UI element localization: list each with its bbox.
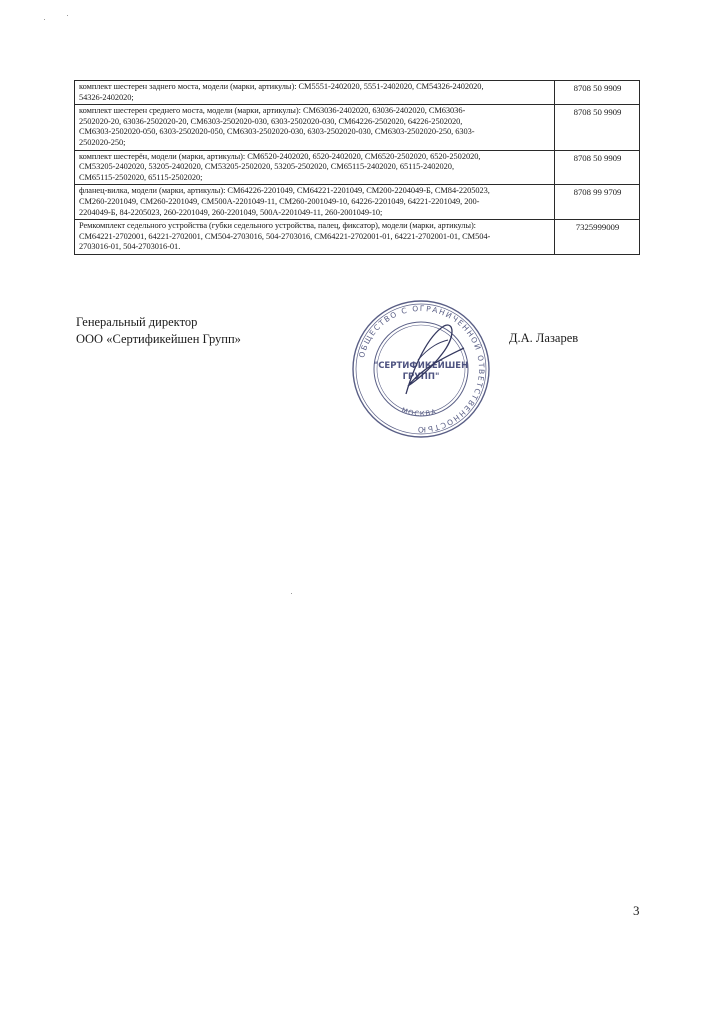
- products-table: [74, 80, 640, 255]
- product-description-line: комплект шестерен среднего моста, модели (марки, артикулы): СМ63036-2402020, 63036-2402020, СМ63036-: [79, 106, 466, 116]
- signatory-position: Генеральный директор: [76, 315, 198, 329]
- product-description-cell: [75, 185, 555, 220]
- page-number: 3: [633, 903, 640, 918]
- product-description-line: фланец-вилка, модели (марки, артикулы): СМ64226-2201049, СМ64221-2201049, СМ200-2204049-Б, СМ84-2205023,: [79, 186, 490, 196]
- scan-speck: [291, 593, 292, 594]
- table-row: [75, 81, 640, 105]
- tn-ved-code-cell: 7325999009: [555, 220, 640, 255]
- tn-ved-code-cell: 8708 50 9909: [555, 105, 640, 150]
- seal-ring-text: ОБЩЕСТВО С ОГРАНИЧЕННОЙ ОТВЕТСТВЕННОСТЬЮ: [357, 303, 487, 435]
- table-row: [75, 150, 640, 185]
- seal-city-text: МОСКВА: [400, 406, 438, 419]
- product-description-line: СМ64221-2702001, 64221-2702001, СМ504-2703016, 504-2703016, СМ64221-2702001-01, 64221-2702001-01, СМ504-: [79, 231, 491, 241]
- signature-stroke: [418, 340, 448, 360]
- signatory-company: ООО «Сертификейшен Групп»: [76, 332, 241, 346]
- product-description-line: 2204049-Б, 84-2205023, 260-2201049, 260-2201049, 500А-2201049-11, 260-2001049-10;: [79, 207, 383, 217]
- products-table-grid: [74, 80, 640, 255]
- product-description-line: СМ53205-2402020, 53205-2402020, СМ53205-2502020, 53205-2502020, СМ65115-2402020, 65115-2402020,: [79, 162, 454, 172]
- product-description-cell: [75, 150, 555, 185]
- tn-ved-code-cell: 8708 50 9909: [555, 150, 640, 185]
- handwritten-signature: [406, 325, 464, 394]
- product-description-line: СМ260-2201049, СМ260-2201049, СМ500А-2201049-11, СМ260-2001049-10, 64226-2201049, 64221-2201049, 200-: [79, 196, 480, 206]
- product-description-line: Ремкомплект седельного устройства (губки седельного устройства, палец, фиксатор), модели (марки, артикулы):: [79, 221, 476, 231]
- tn-ved-code-cell: 8708 99 9709: [555, 185, 640, 220]
- svg-text:МОСКВА: [400, 406, 437, 418]
- product-description-cell: [75, 220, 555, 255]
- product-description-cell: [75, 81, 555, 105]
- scan-speck: [67, 15, 68, 16]
- product-description-line: комплект шестерён, модели (марки, артикулы): СМ6520-2402020, 6520-2402020, СМ6520-2502020, 6520-2502020,: [79, 151, 481, 161]
- product-description-cell: [75, 105, 555, 150]
- product-description-line: 2502020-250;: [79, 137, 126, 147]
- product-description-line: СМ6303-2502020-050, 6303-2502020-050, СМ6303-2502020-030, 6303-2502020-030, СМ6303-2502020-250, 6303-: [79, 127, 475, 137]
- product-description-line: комплект шестерен заднего моста, модели (марки, артикулы): СМ5551-2402020, 5551-2402020, СМ54326-2402020,: [79, 82, 484, 91]
- scan-speck: [44, 19, 45, 20]
- product-description-line: 2703016-01, 504-2703016-01.: [79, 242, 181, 252]
- seal-center-line1: "СЕРТИФИКЕЙШЕН: [373, 361, 469, 371]
- company-seal: [344, 296, 498, 442]
- table-row: [75, 185, 640, 220]
- table-row: [75, 105, 640, 150]
- tn-ved-code-cell: 8708 50 9909: [555, 81, 640, 105]
- product-description-line: 2502020-20, 63036-2502020-20, СМ6303-2502020-030, 6303-2502020-030, СМ64226-2502020, 64226-2502020,: [79, 116, 463, 126]
- table-row: [75, 220, 640, 255]
- signatory-name: Д.А. Лазарев: [509, 331, 579, 345]
- signatory-title: [76, 314, 241, 348]
- product-description-line: 54326-2402020;: [79, 92, 134, 102]
- company-seal-graphic: [344, 296, 498, 442]
- product-description-line: СМ65115-2502020, 65115-2502020;: [79, 172, 203, 182]
- seal-center-line2: ГРУПП": [402, 372, 440, 382]
